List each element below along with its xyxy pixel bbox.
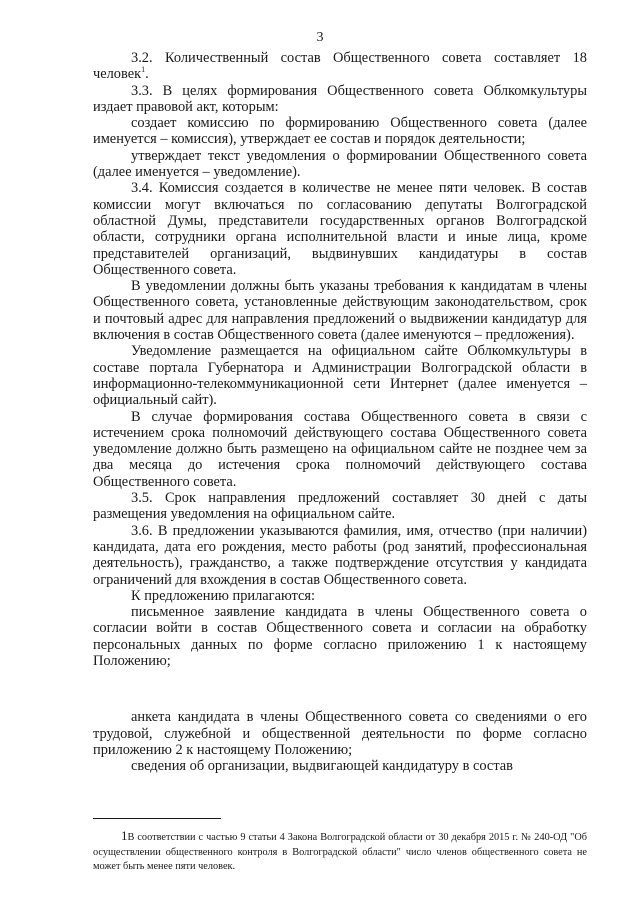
paragraph-tail: . <box>145 66 149 83</box>
footnote-separator <box>93 818 221 819</box>
paragraph-notice-publication: Уведомление размещается на официальном сайте Облкомкультуры в составе портала Губернатора и Администрации Волгоградской области в информационно-телекоммуникационной сети Интернет (далее именуется – официальный сайт). <box>93 343 587 409</box>
paragraph-commission: создает комиссию по формированию Общественного совета (далее именуется – комиссия), утверждает ее состав и порядок деятельности; <box>93 115 587 148</box>
paragraph-questionnaire: анкета кандидата в члены Общественного совета со сведениями о его трудовой, служебной и общественной деятельности по форме согласно приложению 2 к настоящему Положению; <box>93 709 587 758</box>
paragraph-3-2 <box>93 50 587 83</box>
paragraph-3-3: 3.3. В целях формирования Общественного совета Облкомкультуры издает правовой акт, которым: <box>93 82 587 115</box>
document-body <box>93 50 587 774</box>
paragraph-text: 3.2. Количественный состав Общественного совета составляет 18 человек <box>93 50 587 83</box>
paragraph-notice-requirements: В уведомлении должны быть указаны требования к кандидатам в члены Общественного совета, установленные действующим законодательством, срок и почтовый адрес для направления предложений о выдвижении кандидатур для включения в состав Общественного совета (далее именуются – предложения). <box>93 278 587 344</box>
footnote-text: В соответствии с частью 9 статьи 4 Закона Волгоградской области от 30 декабря 2015 г. № 240-ОД "Об осуществлении общественного контроля в Волгоградской области" число членов общественного совета не может быть менее пяти человек. <box>93 832 587 872</box>
paragraph-3-5: 3.5. Срок направления предложений составляет 30 дней с даты размещения уведомления на официальном сайте. <box>93 490 587 523</box>
paragraph-3-6: 3.6. В предложении указываются фамилия, имя, отчество (при наличии) кандидата, дата его рождения, место работы (род занятий, профессиональная деятельность), гражданство, а также подтверждение отсутствия у кандидата ограничений для вхождения в состав Общественного совета. <box>93 522 587 588</box>
paragraph-written-statement: письменное заявление кандидата в члены Общественного совета о согласии войти в состав Общественного совета и согласии на обработку персональных данных по форме согласно приложению 1 к настоящему Положению; <box>93 604 587 669</box>
paragraph-organization-info: сведения об организации, выдвигающей кандидатуру в состав <box>131 758 513 775</box>
footnote-reference: 1 <box>141 65 146 75</box>
paragraph-notice-text: утверждает текст уведомления о формировании Общественного совета (далее именуется – уведомление). <box>93 147 587 181</box>
paragraph-attachments-intro: К предложению прилагаются: <box>131 587 316 604</box>
footnote-marker: 1 <box>121 828 128 843</box>
page-number: 3 <box>316 30 324 45</box>
footnote <box>93 829 587 875</box>
paragraph-3-4: 3.4. Комиссия создается в количестве не менее пяти человек. В состав комиссии могут включаться по согласованию депутаты Волгоградской областной Думы, представители государственных органов Волгоградской области, сотрудники органа исполнительной власти и иные лица, кроме представителей организаций, выдвинувших кандидатуры в состав Общественного совета. <box>93 180 587 278</box>
paragraph-term-expiry: В случае формирования состава Общественного совета в связи с истечением срока полномочий действующего состава Общественного совета уведомление должно быть размещено на официальном сайте не позднее чем за два месяца до истечения срока полномочий действующего состава Общественного совета. <box>93 408 587 490</box>
